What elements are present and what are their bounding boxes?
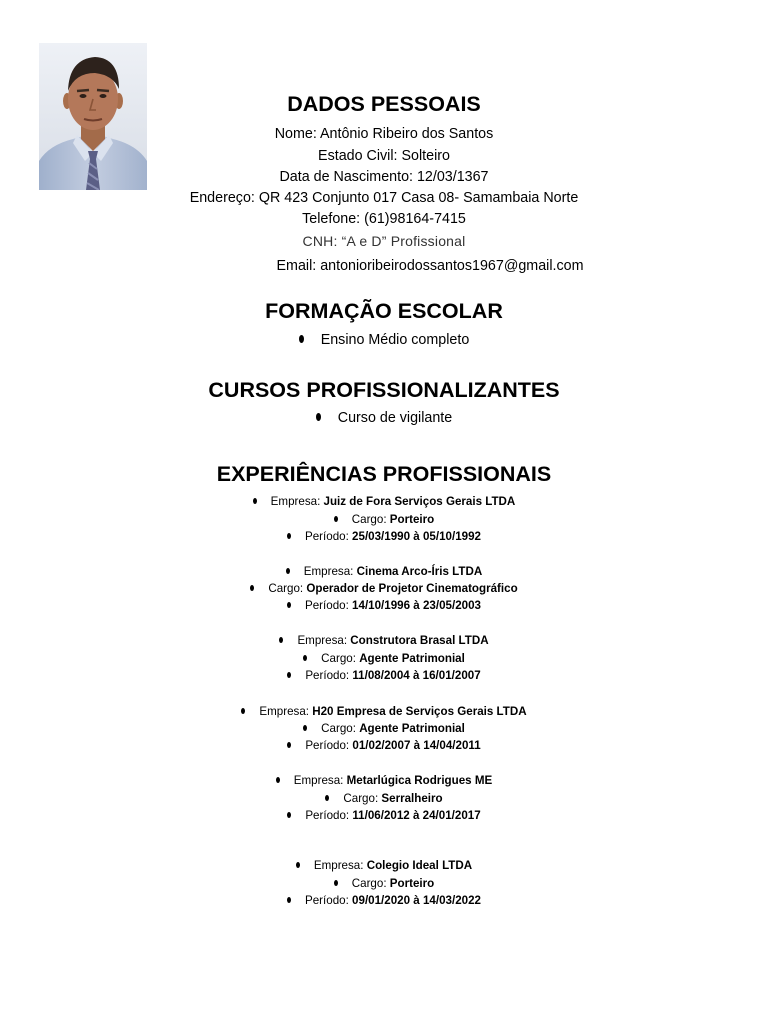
job-role-line — [0, 722, 768, 736]
period-label: Período: — [305, 669, 353, 682]
role-label: Cargo: — [351, 877, 390, 890]
education-item-text: Ensino Médio completo — [320, 332, 470, 348]
job-period-line — [0, 669, 768, 683]
period-value: 11/08/2004 à 16/01/2007 — [352, 669, 481, 682]
personal-civil-status: Estado Civil: Solteiro — [318, 148, 450, 164]
company-label: Empresa: — [297, 634, 351, 647]
personal-birth-date: Data de Nascimento: 12/03/1367 — [279, 169, 489, 185]
period-value: 14/10/1996 à 23/05/2003 — [352, 599, 481, 612]
job-role-line — [0, 652, 768, 666]
company-value: Metarlúgica Rodrigues ME — [346, 774, 493, 787]
role-value: Agente Patrimonial — [359, 722, 465, 735]
period-label: Período: — [304, 894, 353, 907]
personal-email: Email: antonioribeirodossantos1967@gmail.com — [276, 258, 584, 274]
company-label: Empresa: — [270, 495, 324, 508]
period-label: Período: — [305, 739, 353, 752]
period-label: Período: — [304, 530, 353, 543]
bullet-icon — [287, 897, 291, 903]
education-item — [0, 332, 768, 349]
personal-address: Endereço: QR 423 Conjunto 017 Casa 08- Samambaia Norte — [189, 190, 579, 206]
personal-name: Nome: Antônio Ribeiro dos Santos — [274, 126, 494, 142]
courses-item-text: Curso de vigilante — [337, 410, 453, 426]
role-label: Cargo: — [268, 582, 307, 595]
bullet-icon — [287, 672, 291, 678]
job-period-line — [0, 809, 768, 823]
bullet-icon — [303, 655, 307, 661]
personal-cnh: CNH: “A e D” Profissional — [302, 233, 466, 249]
bullet-icon — [334, 516, 338, 522]
job-role-line — [0, 792, 768, 806]
bullet-icon — [303, 725, 307, 731]
company-value: Juiz de Fora Serviços Gerais LTDA — [323, 495, 516, 508]
bullet-icon — [253, 498, 257, 504]
role-label: Cargo: — [321, 652, 360, 665]
role-value: Serralheiro — [381, 792, 443, 805]
period-value: 11/06/2012 à 24/01/2017 — [352, 809, 481, 822]
company-value: H20 Empresa de Serviços Gerais LTDA — [312, 705, 527, 718]
role-value: Porteiro — [389, 877, 435, 890]
company-label: Empresa: — [259, 705, 313, 718]
company-label: Empresa: — [313, 859, 367, 872]
job-period-line — [0, 599, 768, 613]
company-value: Colegio Ideal LTDA — [366, 859, 473, 872]
job-company-line — [0, 774, 768, 788]
bullet-icon — [325, 795, 329, 801]
bullet-icon — [287, 742, 291, 748]
bullet-icon — [316, 413, 321, 421]
period-value: 01/02/2007 à 14/04/2011 — [352, 739, 481, 752]
experience-section-header — [0, 462, 768, 487]
job-company-line — [0, 705, 768, 719]
period-value: 25/03/1990 à 05/10/1992 — [352, 530, 481, 543]
bullet-icon — [279, 637, 283, 643]
bullet-icon — [287, 602, 291, 608]
bullet-icon — [334, 880, 338, 886]
bullet-icon — [286, 568, 290, 574]
bullet-icon — [299, 335, 304, 343]
role-label: Cargo: — [343, 792, 382, 805]
company-label: Empresa: — [303, 565, 357, 578]
bullet-icon — [287, 533, 291, 539]
company-label: Empresa: — [293, 774, 347, 787]
period-value: 09/01/2020 à 14/03/2022 — [352, 894, 481, 907]
bullet-icon — [250, 585, 254, 591]
job-period-line — [0, 894, 768, 908]
job-company-line — [0, 859, 768, 873]
courses-item — [0, 410, 768, 427]
role-value: Porteiro — [389, 513, 435, 526]
job-company-line — [0, 634, 768, 648]
education-title: FORMAÇÃO ESCOLAR — [265, 299, 503, 323]
personal-section-header — [0, 92, 768, 117]
courses-section-header — [0, 378, 768, 403]
bullet-icon — [287, 812, 291, 818]
bullet-icon — [241, 708, 245, 714]
role-value: Operador de Projetor Cinematográfico — [306, 582, 518, 595]
job-period-line — [0, 530, 768, 544]
personal-title: DADOS PESSOAIS — [287, 92, 481, 116]
job-period-line — [0, 739, 768, 753]
company-value: Cinema Arco-Íris LTDA — [356, 565, 483, 578]
job-role-line — [0, 582, 768, 596]
education-section-header — [0, 299, 768, 324]
job-company-line — [0, 495, 768, 509]
role-value: Agente Patrimonial — [359, 652, 465, 665]
role-label: Cargo: — [351, 513, 390, 526]
period-label: Período: — [304, 599, 353, 612]
job-role-line — [0, 877, 768, 891]
role-label: Cargo: — [321, 722, 360, 735]
courses-title: CURSOS PROFISSIONALIZANTES — [208, 378, 560, 402]
personal-phone: Telefone: (61)98164-7415 — [302, 211, 466, 227]
job-role-line — [0, 513, 768, 527]
job-company-line — [0, 565, 768, 579]
company-value: Construtora Brasal LTDA — [350, 634, 489, 647]
period-label: Período: — [305, 809, 353, 822]
bullet-icon — [296, 862, 300, 868]
experience-title: EXPERIÊNCIAS PROFISSIONAIS — [216, 462, 552, 486]
bullet-icon — [276, 777, 280, 783]
